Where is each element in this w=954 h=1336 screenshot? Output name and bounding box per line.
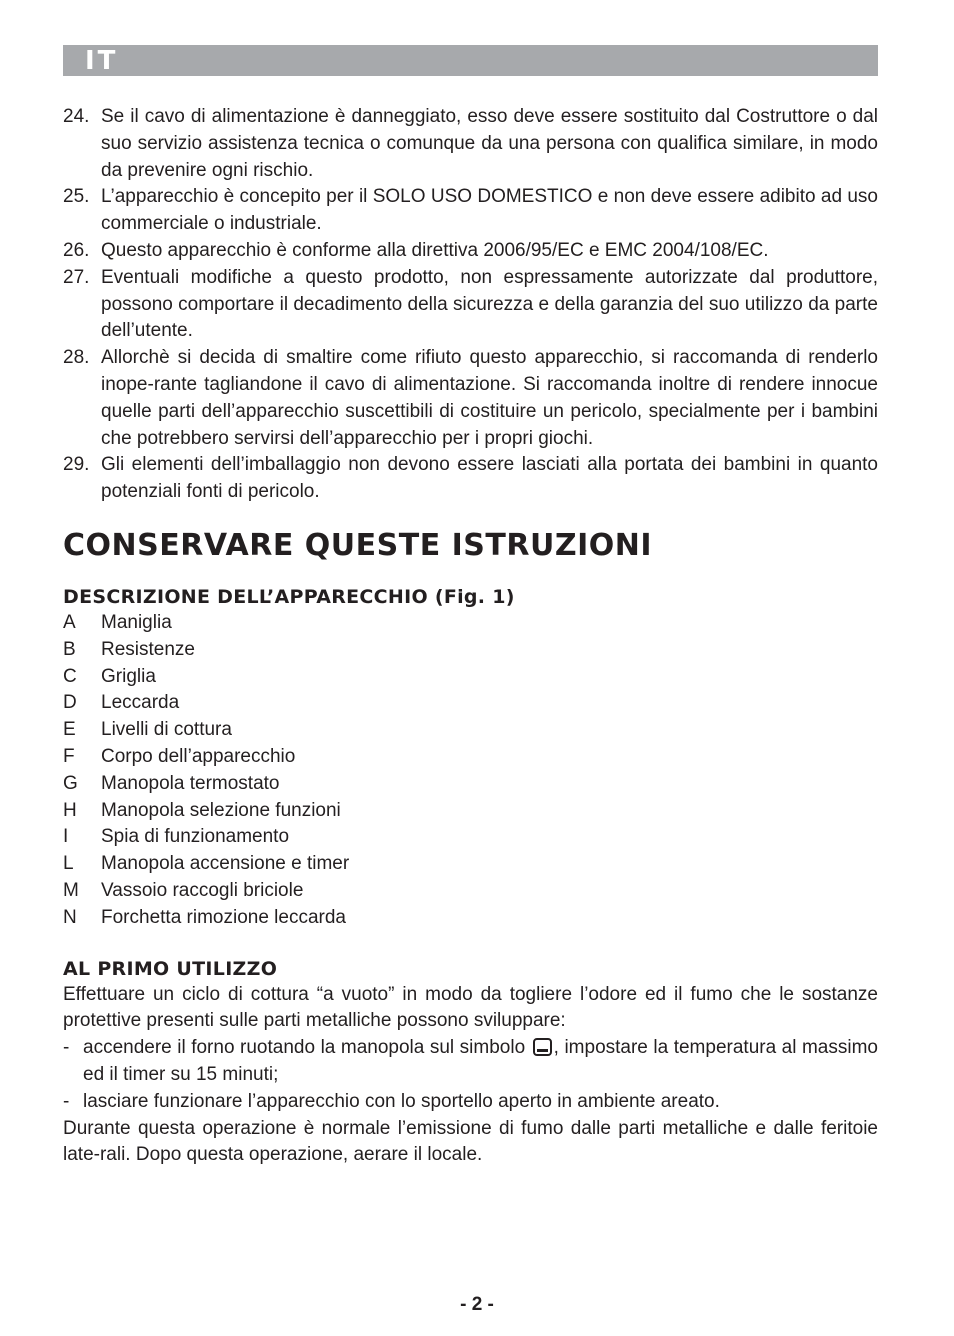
part-name: Leccarda	[101, 692, 180, 714]
part-letter: C	[63, 665, 77, 687]
part-item	[63, 798, 878, 825]
item-number: 24.	[63, 106, 90, 127]
item-number: 26.	[63, 239, 90, 261]
part-name: Corpo dell’apparecchio	[101, 745, 296, 767]
page-content	[63, 104, 878, 1169]
safety-list	[63, 104, 878, 506]
part-name: Griglia	[101, 665, 156, 687]
part-item	[63, 690, 878, 717]
part-name: Manopola selezione funzioni	[101, 799, 341, 821]
page-number: - 2 -	[460, 1294, 494, 1315]
item-text: Gli elementi dell’imballaggio non devono essere lasciati alla portata dei bambini in quanto potenziali fonti di pericolo.	[101, 454, 878, 503]
safety-item	[63, 265, 878, 345]
part-item	[63, 637, 878, 664]
part-name: Vassoio raccogli briciole	[101, 879, 304, 901]
item-number: 28.	[63, 347, 90, 369]
item-text: L’apparecchio è concepito per il SOLO USO DOMESTICO e non deve essere adibito ad uso commerciale o industriale.	[101, 186, 878, 235]
part-item	[63, 851, 878, 878]
part-letter: F	[63, 745, 75, 767]
part-item	[63, 717, 878, 744]
language-code: IT	[85, 46, 119, 76]
step-text: lasciare funzionare l’apparecchio con lo sportello aperto in ambiente areato.	[83, 1090, 720, 1112]
part-name: Spia di funzionamento	[101, 826, 290, 848]
step-text-part: accendere il forno ruotando la manopola sul simbolo	[83, 1037, 531, 1059]
part-item	[63, 878, 878, 905]
step-dash: -	[63, 1090, 70, 1112]
part-name: Resistenze	[101, 638, 195, 660]
part-letter: H	[63, 799, 77, 821]
safety-item	[63, 238, 878, 265]
item-number: 29.	[63, 454, 90, 476]
part-letter: M	[63, 879, 79, 901]
oven-symbol-icon	[533, 1038, 552, 1056]
part-item	[63, 744, 878, 771]
description-heading: DESCRIZIONE DELL’APPARECCHIO (Fig. 1)	[63, 585, 515, 608]
safety-item	[63, 104, 878, 184]
step-text	[83, 1035, 878, 1089]
part-letter: B	[63, 638, 76, 660]
part-letter: I	[63, 826, 69, 848]
item-text: Allorchè si decida di smaltire come rifiuto questo apparecchio, si raccomanda di renderlo inope-rante tagliandone il cavo di alimentazione. Si raccomanda inoltre di rendere innocue quelle parti dell’apparecchio suscettibili di costituire un pericolo, specialmente per i bambini che potrebbero servirsi dell’apparecchio per i propri giochi.	[101, 347, 878, 449]
step-dash: -	[63, 1037, 70, 1059]
part-letter: D	[63, 692, 77, 714]
part-name: Manopola accensione e timer	[101, 853, 350, 875]
item-number: 25.	[63, 186, 90, 208]
safety-item	[63, 345, 878, 452]
first-use-outro: Durante questa operazione è normale l’emissione di fumo dalle parti metalliche e dalle feritoie late-rali. Dopo questa operazione, aerare il locale.	[63, 1117, 878, 1166]
item-text: Eventuali modifiche a questo prodotto, non espressamente autorizzate dal produttore, possono comportare il decadimento della sicurezza e della garanzia del suo utilizzo da parte dell’utente.	[101, 266, 878, 342]
part-letter: L	[63, 853, 74, 875]
part-item	[63, 610, 878, 637]
item-text: Se il cavo di alimentazione è danneggiato, esso deve essere sostituito dal Costruttore o dal suo servizio assistenza tecnica o comunque da una persona con qualifica similare, in modo da prevenire ogni rischio.	[101, 106, 878, 181]
part-item	[63, 664, 878, 691]
part-name: Livelli di cottura	[101, 719, 232, 741]
first-use-heading: AL PRIMO UTILIZZO	[63, 957, 278, 980]
part-item	[63, 905, 878, 932]
step-text-part: , impostare la temperatura al massimo ed il timer su 15 minuti;	[83, 1037, 878, 1085]
part-item	[63, 824, 878, 851]
main-heading: CONSERVARE QUESTE ISTRUZIONI	[63, 527, 653, 563]
safety-item	[63, 184, 878, 238]
part-letter: E	[63, 719, 76, 741]
first-use-intro: Effettuare un ciclo di cottura “a vuoto” in modo da togliere l’odore ed il fumo che le sostanze protettive presenti sulle parti metalliche possono sviluppare:	[63, 983, 878, 1032]
safety-item	[63, 452, 878, 506]
part-name: Maniglia	[101, 611, 172, 633]
part-name: Forchetta rimozione leccarda	[101, 906, 346, 928]
part-letter: G	[63, 772, 78, 794]
part-letter: N	[63, 906, 77, 928]
parts-list	[63, 610, 878, 932]
first-use-step	[63, 1035, 878, 1089]
part-item	[63, 771, 878, 798]
first-use-step	[63, 1089, 878, 1116]
part-name: Manopola termostato	[101, 772, 280, 794]
part-letter: A	[63, 611, 76, 633]
language-header-bar	[63, 45, 878, 76]
item-number: 27.	[63, 266, 90, 288]
item-text: Questo apparecchio è conforme alla direttiva 2006/95/EC e EMC 2004/108/EC.	[101, 239, 769, 261]
